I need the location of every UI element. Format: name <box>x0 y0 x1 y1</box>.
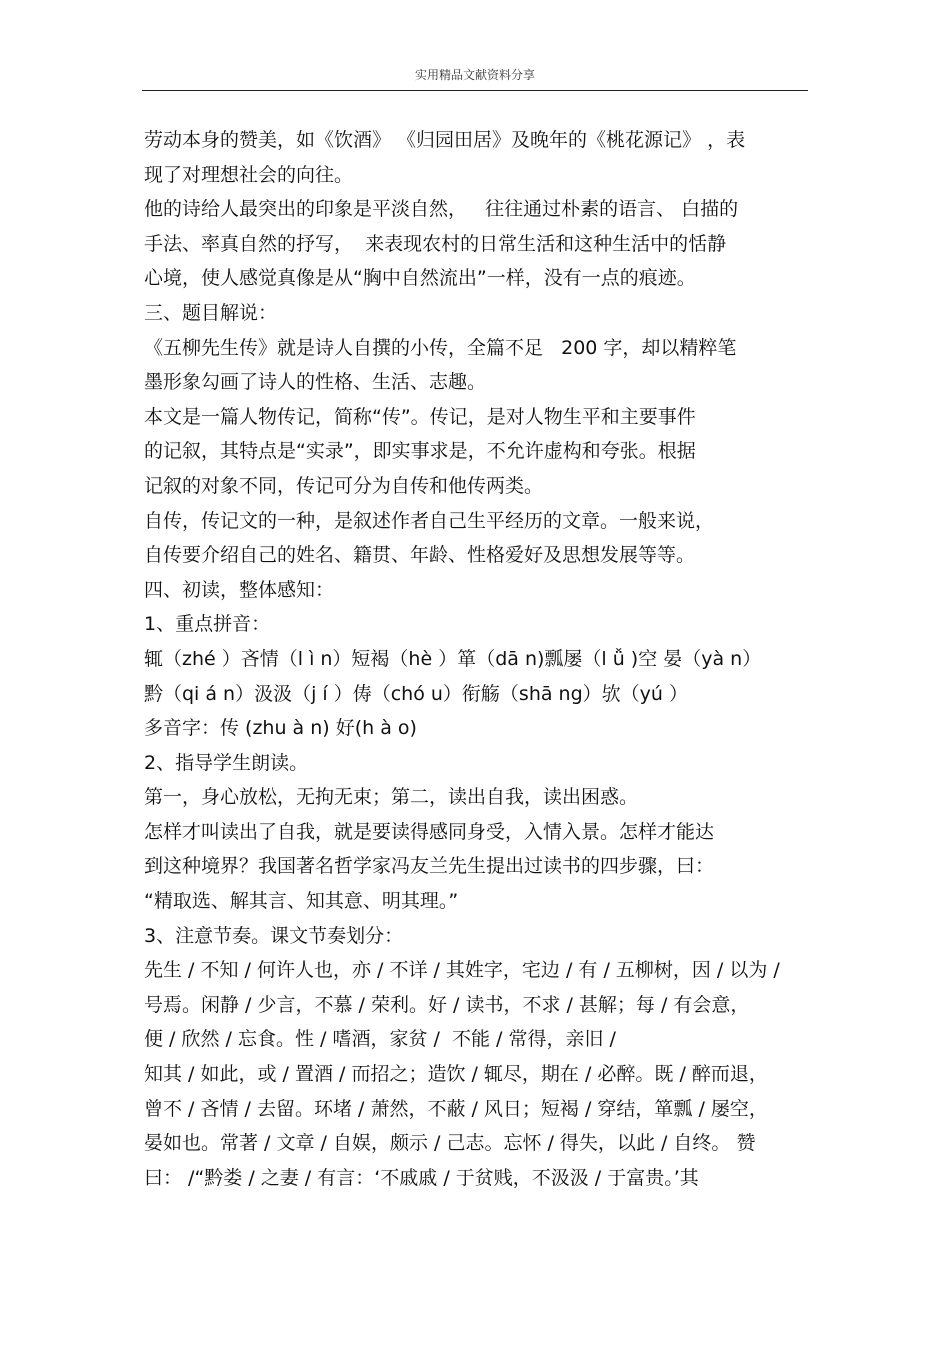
text-line: 曰： /“黔娄 / 之妻 / 有言：‘不戚戚 / 于贫贱，不汲汲 / 于富贵。’其 <box>144 1166 699 1189</box>
text-line: 黔（qi á n）汲汲（j í ）俦（chó u）衔觞（shā ng）欤（yú ） <box>144 682 688 705</box>
text-line: 号焉。闲静 / 少言，不慕 / 荣利。好 / 读书，不求 / 甚解；每 / 有会意， <box>144 993 750 1016</box>
text-line: 墨形象勾画了诗人的性格、生活、志趣。 <box>144 371 487 394</box>
text-line: 曾不 / 吝情 / 去留。环堵 / 萧然，不蔽 / 风日；短褐 / 穿结，箪瓢 / 屡空， <box>144 1097 768 1120</box>
text-line: 自传要介绍自己的姓名、籍贯、年龄、性格爱好及思想发展等等。 <box>144 544 696 567</box>
text-line: 手法、率真自然的抒写， 来表现农村的日常生活和这种生活中的恬静 <box>144 232 727 255</box>
text-line: 他的诗给人最突出的印象是平淡自然， 往往通过朴素的语言、 白描的 <box>144 198 739 221</box>
text-line: 2、指导学生朗读。 <box>144 751 309 774</box>
text-line: 晏如也。常著 / 文章 / 自娱，颇示 / 己志。忘怀 / 得失，以此 / 自终。 赞 <box>144 1132 756 1155</box>
text-line: “精取选、解其言、知其意、明其理。” <box>144 890 459 913</box>
text-line: 1、重点拼音： <box>144 613 271 636</box>
text-line: 劳动本身的赞美，如《饮酒》 《归园田居》及晚年的《桃花源记》 ，表 <box>144 129 746 151</box>
text-line: 本文是一篇人物传记，简称“传”。传记，是对人物生平和主要事件 <box>144 405 696 428</box>
text-line: 第一，身心放松，无拘无束；第二，读出自我，读出困惑。 <box>144 786 639 809</box>
text-line: 三、题目解说： <box>144 301 278 324</box>
text-line: 辄（zhé ）吝情（l ì n）短褐（hè ）箪（dā n)瓢屡（l ǚ )空 晏（yà n） <box>144 647 762 670</box>
text-line: 现了对理想社会的向往。 <box>144 163 354 186</box>
text-line: 自传，传记文的一种，是叙述作者自己生平经历的文章。一般来说， <box>144 509 715 532</box>
text-line: 知其 / 如此，或 / 置酒 / 而招之；造饮 / 辄尽，期在 / 必醉。既 / 醉而退， <box>144 1063 768 1086</box>
text-line: 四、初读，整体感知： <box>144 578 335 601</box>
text-line: 心境，使人感觉真像是从“胸中自然流出”一样，没有一点的痕迹。 <box>144 267 696 290</box>
text-line: 怎样才叫读出了自我，就是要读得感同身受，入情入景。怎样才能达 <box>144 820 715 843</box>
text-line: 先生 / 不知 / 何许人也，亦 / 不详 / 其姓字，宅边 / 有 / 五柳树，因 / 以为 / <box>144 959 780 982</box>
text-line: 到这种境界？我国著名哲学家冯友兰先生提出过读书的四步骤，曰： <box>144 855 715 878</box>
text-line: 多音字：传 (zhu à n) 好(h à o) <box>144 717 417 740</box>
header-title: 实用精品文献资料分享 <box>414 68 535 82</box>
text-line: 的记叙，其特点是“实录”，即实事求是，不允许虚构和夸张。根据 <box>144 440 696 463</box>
text-line: 3、注意节奏。课文节奏划分： <box>144 924 404 947</box>
header-divider <box>142 90 808 91</box>
text-line: 记叙的对象不同，传记可分为自传和他传两类。 <box>144 474 544 497</box>
text-line: 便 / 欣然 / 忘食。性 / 嗜酒，家贫 / 不能 / 常得，亲旧 / <box>144 1028 616 1051</box>
text-line: 《五柳先生传》就是诗人自撰的小传，全篇不足 200 字，却以精粹笔 <box>144 336 737 359</box>
document-body <box>144 123 814 1195</box>
